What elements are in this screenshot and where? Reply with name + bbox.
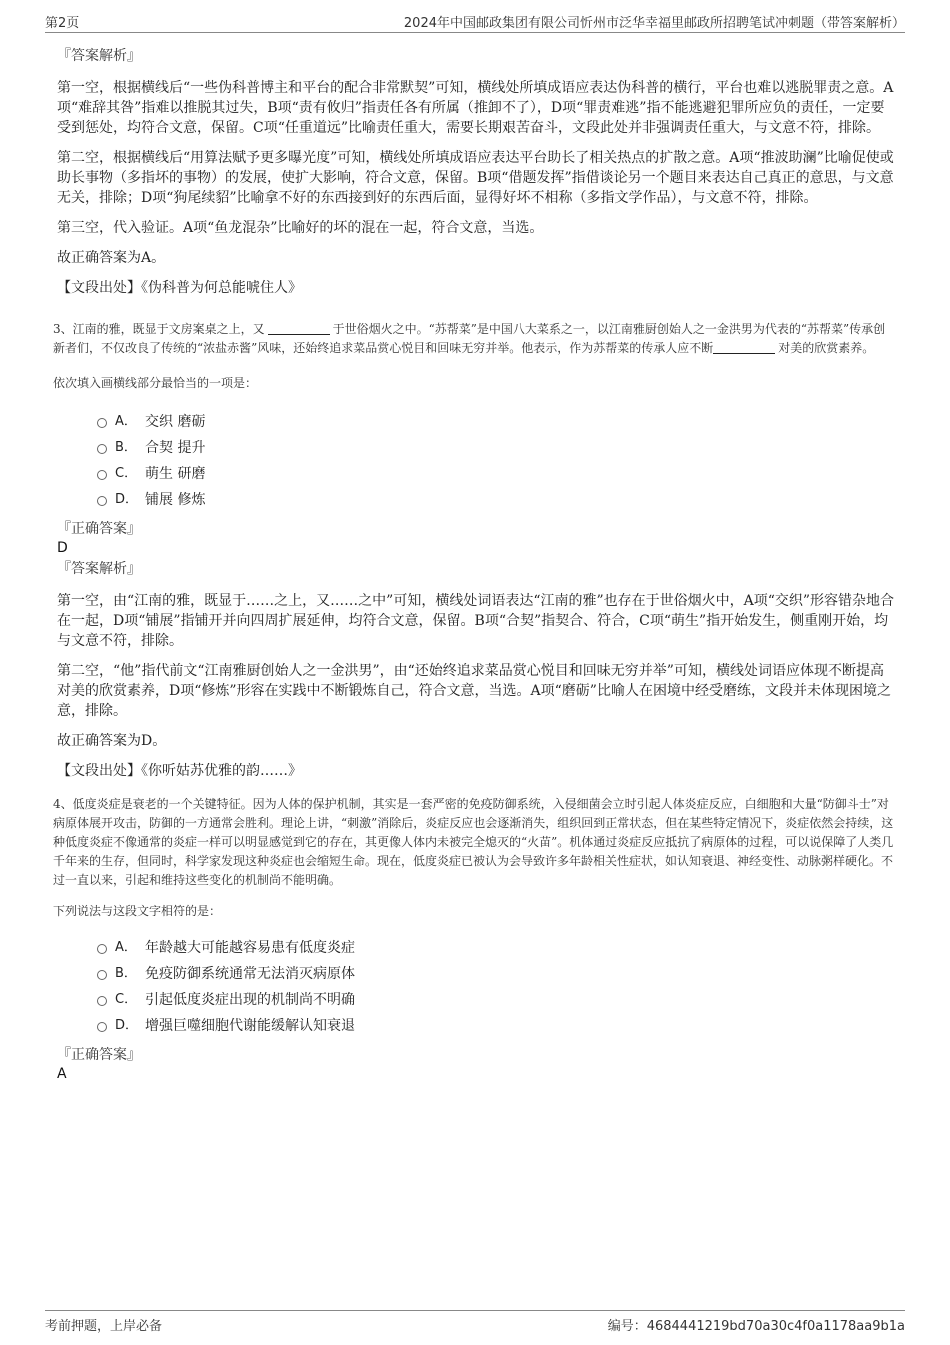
q2-source: 【文段出处】《伪科普为何总能唬住人》 xyxy=(57,280,302,296)
radio-icon[interactable] xyxy=(97,970,107,980)
radio-icon[interactable] xyxy=(97,496,107,506)
q3-option-d[interactable] xyxy=(97,487,895,513)
q3-prompt: 依次填入画横线部分最恰当的一项是： xyxy=(53,376,258,390)
option-letter: C． xyxy=(115,992,138,1007)
option-letter: D． xyxy=(115,1018,139,1033)
q4-option-c[interactable] xyxy=(97,987,895,1013)
page-footer xyxy=(45,1310,905,1333)
q3-analysis-p2: 第二空，“他”指代前文“江南雅厨创始人之一金洪男”，由“还始终追求菜品赏心悦目和回味无穷并举”可知，横线处词语应体现不断提高对美的欣赏素养，D项“修炼”形容在实践中不断锻炼自己，符合文意，当选。A项“磨砺”比喻人在困境中经受磨练，文段并未体现困境之意，排除。 xyxy=(57,663,891,719)
option-letter: B． xyxy=(115,966,137,981)
option-letter: D． xyxy=(115,492,139,507)
page-number: 第2页 xyxy=(45,16,80,31)
q4-options xyxy=(57,935,895,1039)
q4-answer: A xyxy=(57,1066,67,1082)
q3-stem-part-a: 3、江南的雅，既显于文房案桌之上，又 xyxy=(53,322,265,336)
radio-icon[interactable] xyxy=(97,996,107,1006)
q2-analysis-label: 『答案解析』 xyxy=(57,48,141,64)
document-body xyxy=(53,46,895,1083)
q4-stem: 4、低度炎症是衰老的一个关键特征。因为人体的保护机制，其实是一套严密的免疫防御系统，入侵细菌会立时引起人体炎症反应，白细胞和大量“防御斗士”对病原体展开攻击，防御的一方通常会胜利。理论上讲，“刺激”消除后，炎症反应也会逐渐消失，组织回到正常状态，但在某些特定情况下，炎症依然会持续，这种低度炎症不像通常的炎症一样可以明显感觉到它的存在，其更像人体内未被完全熄灭的“火苗”。机体通过炎症反应抵抗了病原体的过程，可以说保障了人类几千年来的生存，但同时，科学家发现这种炎症也会缩短生命。现在，低度炎症已被认为会导致许多年龄相关性症状，如认知衰退、神经变性、动脉粥样硬化。不过一直以来，引起和维持这些变化的机制尚不能明确。 xyxy=(53,797,894,887)
footer-slogan: 考前押题，上岸必备 xyxy=(45,1319,163,1334)
q2-analysis-p2: 第二空，根据横线后“用算法赋予更多曝光度”可知，横线处所填成语应表达平台助长了相关热点的扩散之意。A项“推波助澜”比喻促使或助长事物（多指坏的事物）的发展，使扩大影响，符合文意，保留。B项“借题发挥”指借谈论另一个题目来表达自己真正的意思，与文意无关，排除；D项“狗尾续貂”比喻拿不好的东西接到好的东西后面，显得好坏不相称（多指文学作品），与文意不符，排除。 xyxy=(57,150,894,206)
document-title: 2024年中国邮政集团有限公司忻州市泛华幸福里邮政所招聘笔试冲刺题（带答案解析） xyxy=(403,16,905,31)
q3-option-b[interactable] xyxy=(97,435,895,461)
document-id: 编号：4684441219bd70a30c4f0a1178aa9b1a xyxy=(607,1319,905,1334)
q3-blank-1 xyxy=(268,320,330,335)
q3-option-a[interactable] xyxy=(97,409,895,435)
q4-prompt: 下列说法与这段文字相符的是： xyxy=(53,904,222,918)
option-text: 铺展 修炼 xyxy=(145,492,206,508)
q3-options xyxy=(57,409,895,513)
option-text: 年龄越大可能越容易患有低度炎症 xyxy=(145,940,355,956)
q3-source: 【文段出处】《你听姑苏优雅的韵……》 xyxy=(57,763,302,779)
q3-option-c[interactable] xyxy=(97,461,895,487)
q4-option-a[interactable] xyxy=(97,935,895,961)
q2-conclusion: 故正确答案为A。 xyxy=(57,250,166,266)
radio-icon[interactable] xyxy=(97,470,107,480)
option-text: 合契 提升 xyxy=(145,440,206,456)
option-text: 萌生 研磨 xyxy=(145,466,206,482)
radio-icon[interactable] xyxy=(97,444,107,454)
q3-stem-part-c: 对美的欣赏素养。 xyxy=(778,341,875,355)
q3-answer: D xyxy=(57,540,68,556)
option-text: 增强巨噬细胞代谢能缓解认知衰退 xyxy=(145,1018,355,1034)
radio-icon[interactable] xyxy=(97,944,107,954)
q3-conclusion: 故正确答案为D。 xyxy=(57,733,167,749)
q4-option-d[interactable] xyxy=(97,1013,895,1039)
q3-stem xyxy=(53,320,895,358)
q4-option-b[interactable] xyxy=(97,961,895,987)
q3-stem-part-b: 于世俗烟火之中。“苏帮菜”是中国八大菜系之一，以江南雅厨创始人之一金洪男为代表的“苏帮菜”传承创新者们，不仅改良了传统的“浓盐赤酱”风味，还始终追求菜品赏心悦目和回味无穷并举。他表示，作为苏帮菜的传承人应不断 xyxy=(53,322,886,355)
q2-analysis-p1: 第一空，根据横线后“一些伪科普博主和平台的配合非常默契”可知，横线处所填成语应表达伪科普的横行，平台也难以逃脱罪责之意。A项“难辞其咎”指难以推脱其过失，B项“责有攸归”指责任各有所属（推卸不了），D项“罪责难逃”指不能逃避犯罪所应负的责任，一定要受到惩处，均符合文意，保留。C项“任重道远”比喻责任重大，需要长期艰苦奋斗，文段此处并非强调责任重大，与文意不符，排除。 xyxy=(57,80,894,136)
q4-answer-label: 『正确答案』 xyxy=(57,1047,141,1063)
q3-blank-2 xyxy=(713,339,775,354)
option-letter: A． xyxy=(115,940,137,955)
q3-analysis-p1: 第一空，由“江南的雅，既显于……之上，又……之中”可知，横线处词语表达“江南的雅”也存在于世俗烟火中，A项“交织”形容错杂地合在一起，D项“铺展”指铺开并向四周扩展延伸，均符合文意，保留。B项“合契”指契合、符合，C项“萌生”指开始发生，侧重刚开始，均与文意不符，排除。 xyxy=(57,593,895,649)
option-letter: A． xyxy=(115,414,137,429)
option-text: 免疫防御系统通常无法消灭病原体 xyxy=(145,966,355,982)
option-text: 引起低度炎症出现的机制尚不明确 xyxy=(145,992,355,1008)
q3-answer-label: 『正确答案』 xyxy=(57,521,141,537)
page-header xyxy=(45,12,905,33)
q2-analysis-p3: 第三空，代入验证。A项“鱼龙混杂”比喻好的坏的混在一起，符合文意，当选。 xyxy=(57,220,544,236)
option-text: 交织 磨砺 xyxy=(145,414,206,430)
radio-icon[interactable] xyxy=(97,1022,107,1032)
q3-analysis-label: 『答案解析』 xyxy=(57,561,141,577)
radio-icon[interactable] xyxy=(97,418,107,428)
option-letter: B． xyxy=(115,440,137,455)
option-letter: C． xyxy=(115,466,138,481)
